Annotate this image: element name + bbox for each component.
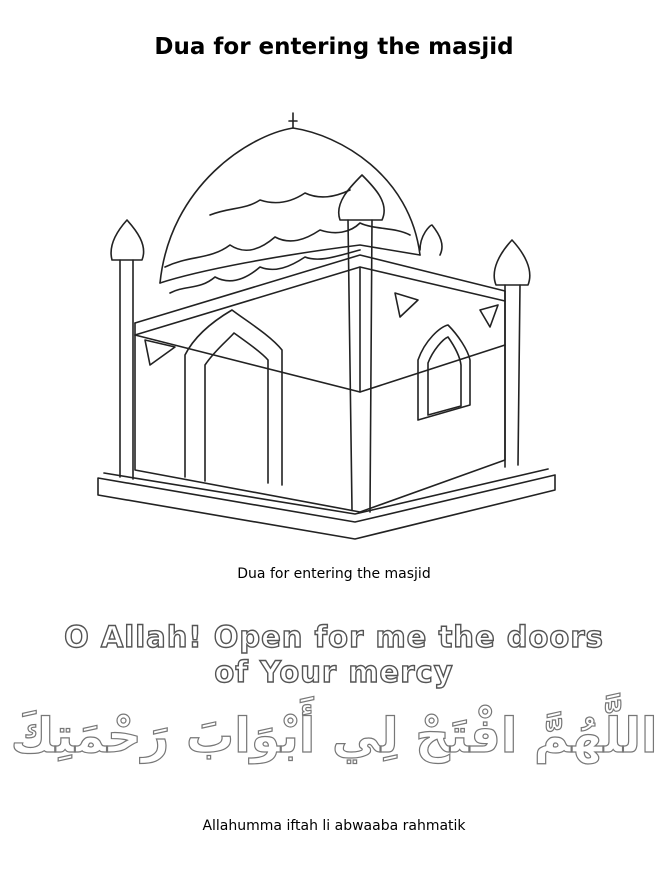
dua-english-line-2: of Your mercy bbox=[214, 655, 454, 689]
page-title: Dua for entering the masjid bbox=[154, 34, 514, 60]
mosque-outline-icon bbox=[0, 95, 668, 565]
dua-english-line-1: O Allah! Open for me the doors bbox=[64, 620, 604, 654]
dua-transliteration: Allahumma iftah li abwaaba rahmatik bbox=[202, 818, 466, 834]
image-caption: Dua for entering the masjid bbox=[237, 566, 431, 582]
dua-arabic: اللَّهُمَّ افْتَحْ لِي أَبْوَابَ رَحْمَتِكَ bbox=[10, 708, 658, 764]
